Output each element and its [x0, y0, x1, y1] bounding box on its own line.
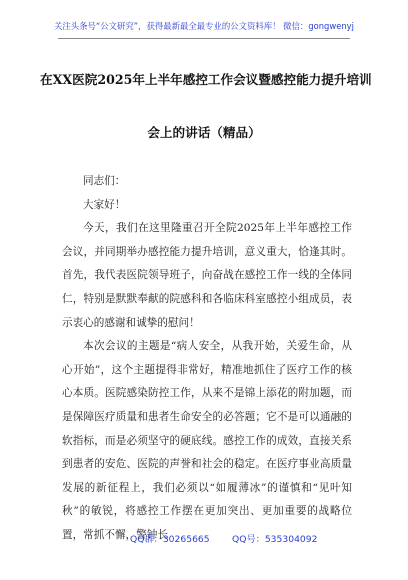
greeting: 大家好！: [83, 198, 126, 211]
header-divider: [58, 38, 350, 39]
footer: [0, 531, 408, 545]
document-title-line-2: 会上的讲话（精品）: [147, 125, 261, 140]
body-paragraph: 本次会议的主题是“病人安全，从我开始，关爱生命，从心开始”，这个主题提得非常好，精准地抓住了医疗工作的核心本质。医院感染防控工作，从来不是锦上添花的附加题，而是保障医疗质量和患者生命安全的必答题；它不是可以通融的软指标，而是必须坚守的硬底线。感控工作的成效，直接关系到患者的安危、医院的声誉和社会的稳定。在医疗事业高质量发展的新征程上，我们必须以“如履薄冰”的谨慎和“见叶知秋”的敏锐，将感控工作摆在更加突出、更加重要的战略位置，常抓不懈，警钟长: [62, 340, 352, 541]
body-paragraph: 今天，我们在这里隆重召开全院2025年上半年感控工作会议，并同期举办感控能力提升培训，意义重大，恰逢其时。首先，我代表医院领导班子，向奋战在感控工作一线的全体同仁，特别是默默奉献的院感科和各临床科室感控小组成员，表示衷心的感谢和诚挚的慰问！: [62, 222, 352, 329]
header-banner: 关注头条号“公文研究”，获得最新最全最专业的公文资料库！ 微信：gongwenyj: [54, 21, 354, 31]
footer-qq-number: QQ号：535304092: [232, 534, 318, 545]
document-body: [62, 170, 352, 548]
document-title-line-1: 在XX医院2025年上半年感控工作会议暨感控能力提升培训: [40, 72, 372, 87]
salutation: 同志们：: [83, 175, 126, 187]
footer-qq-group: QQ群：30265665: [130, 534, 210, 545]
